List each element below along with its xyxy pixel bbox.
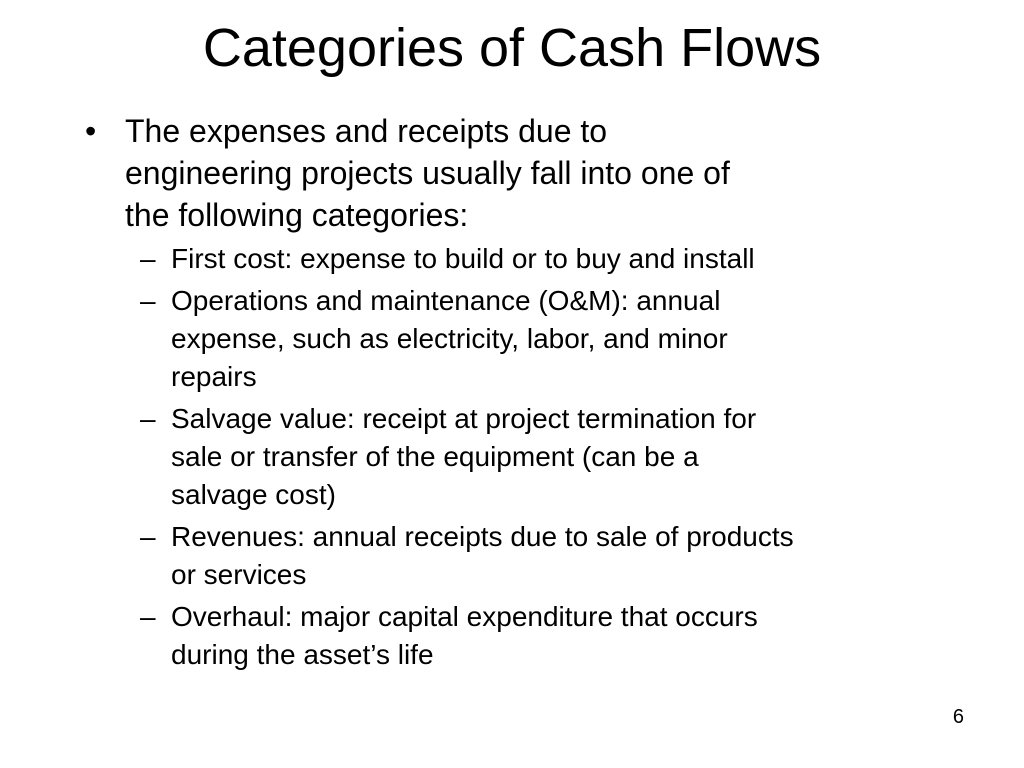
sub-bullet-overhaul: [85, 598, 965, 674]
slide-content: [85, 110, 965, 678]
sub-bullet-line: sale or transfer of the equipment (can be a: [171, 441, 699, 472]
sub-bullet-line: Operations and maintenance (O&M): annual: [171, 285, 721, 316]
page-number: 6: [952, 706, 964, 728]
dash-marker: –: [140, 601, 156, 632]
dash-marker: –: [140, 243, 156, 274]
dash-marker: –: [140, 403, 156, 434]
bullet-line: engineering projects usually fall into one of: [125, 155, 730, 191]
sub-bullet-line: repairs: [171, 361, 257, 392]
sub-bullet-line: or services: [171, 559, 307, 590]
slide-title: Categories of Cash Flows: [202, 18, 822, 78]
sub-bullet-line: First cost: expense to build or to buy and install: [171, 243, 755, 274]
sub-bullet-line: salvage cost): [171, 479, 336, 510]
sub-bullet-salvage-value: [85, 400, 965, 514]
sub-bullet-operations-maintenance: [85, 282, 965, 396]
sub-bullet-list: [85, 240, 965, 674]
bullet-line: The expenses and receipts due to: [125, 113, 608, 149]
dash-marker: –: [140, 285, 156, 316]
sub-bullet-first-cost: [85, 240, 965, 278]
bullet-line: the following categories:: [125, 197, 469, 233]
sub-bullet-line: expense, such as electricity, labor, and minor: [171, 323, 728, 354]
sub-bullet-line: during the asset’s life: [171, 639, 434, 670]
main-bullet: [85, 110, 965, 236]
bullet-marker: •: [85, 113, 97, 149]
sub-bullet-line: Overhaul: major capital expenditure that occurs: [171, 601, 758, 632]
sub-bullet-revenues: [85, 518, 965, 594]
sub-bullet-line: Salvage value: receipt at project termination for: [171, 403, 757, 434]
dash-marker: –: [140, 521, 156, 552]
sub-bullet-line: Revenues: annual receipts due to sale of products: [171, 521, 794, 552]
